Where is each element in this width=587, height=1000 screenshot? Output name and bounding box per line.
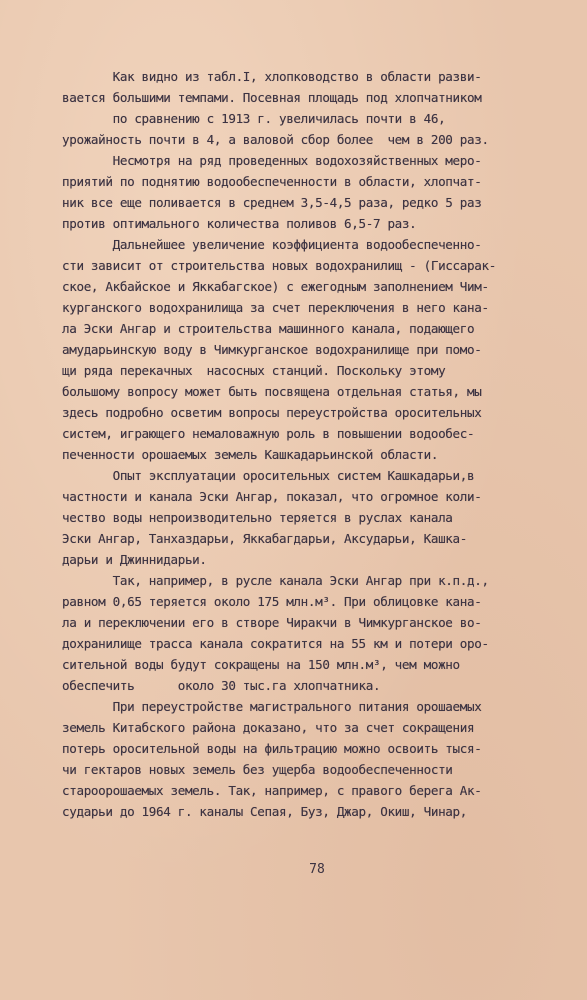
text-line: дарьи и Джиннидарьи. bbox=[62, 552, 207, 567]
text-line: потерь оросительной воды на фильтрацию можно освоить тыся- bbox=[62, 741, 482, 756]
text-line: чи гектаров новых земель без ущерба водообеспеченности bbox=[62, 762, 453, 777]
text-line: Дальнейшее увеличение коэффициента водообеспеченно- bbox=[62, 237, 482, 252]
text-line: обеспечить около 30 тыс.га хлопчатника. bbox=[62, 678, 381, 693]
text-line: курганского водохранилища за счет переключения в него кана- bbox=[62, 300, 489, 315]
text-line: систем, играющего немаловажную роль в повышении водообес- bbox=[62, 426, 475, 441]
text-line: Так, например, в русле канала Эски Ангар при к.п.д., bbox=[62, 573, 489, 588]
text-line: приятий по поднятию водообеспеченности в области, хлопчат- bbox=[62, 174, 482, 189]
text-line: ник все еще поливается в среднем 3,5-4,5 раза, редко 5 раз bbox=[62, 195, 482, 210]
text-line: сительной воды будут сокращены на 150 млн.м³, чем можно bbox=[62, 657, 460, 672]
text-line: амударьинскую воду в Чимкурганское водохранилище при помо- bbox=[62, 342, 482, 357]
text-line: сти зависит от строительства новых водохранилищ - (Гиссарак- bbox=[62, 258, 496, 273]
text-line: урожайность почти в 4, а валовой сбор более чем в 200 раз. bbox=[62, 132, 489, 147]
text-line: частности и канала Эски Ангар, показал, что огромное коли- bbox=[62, 489, 482, 504]
text-line: против оптимального количества поливов 6,5-7 раз. bbox=[62, 216, 417, 231]
text-line: по сравнению с 1913 г. увеличилась почти в 46, bbox=[62, 111, 446, 126]
text-line: чество воды непроизводительно теряется в руслах канала bbox=[62, 510, 453, 525]
text-line: ла Эски Ангар и строительства машинного канала, подающего bbox=[62, 321, 475, 336]
text-line: сударьи до 1964 г. каналы Сепая, Буз, Джар, Окиш, Чинар, bbox=[62, 804, 467, 819]
body-text bbox=[62, 66, 552, 822]
text-line: большому вопросу может быть посвящена отдельная статья, мы bbox=[62, 384, 482, 399]
text-line: Опыт эксплуатации оросительных систем Кашкадарьи,в bbox=[62, 468, 475, 483]
text-line: староорошаемых земель. Так, например, с правого берега Ак- bbox=[62, 783, 482, 798]
text-line: ское, Акбайское и Яккабагское) с ежегодным заполнением Чим- bbox=[62, 279, 489, 294]
text-line: дохранилище трасса канала сократится на 55 км и потери оро- bbox=[62, 636, 489, 651]
text-line: ла и переключении его в створе Чиракчи в Чимкурганское во- bbox=[62, 615, 482, 630]
text-line: печенности орошаемых земель Кашкадарьинской области. bbox=[62, 447, 439, 462]
text-line: Эски Ангар, Танхаздарьи, Яккабагдарьи, Аксударьи, Кашка- bbox=[62, 531, 467, 546]
text-line: здесь подробно осветим вопросы переустройства оросительных bbox=[62, 405, 482, 420]
text-line: щи ряда перекачных насосных станций. Поскольку этому bbox=[62, 363, 446, 378]
text-line: земель Китабского района доказано, что за счет сокращения bbox=[62, 720, 475, 735]
text-line: равном 0,65 теряется около 175 млн.м³. При облицовке кана- bbox=[62, 594, 482, 609]
text-line: Несмотря на ряд проведенных водохозяйственных меро- bbox=[62, 153, 482, 168]
text-line: вается большими темпами. Посевная площадь под хлопчатником bbox=[62, 90, 482, 105]
page-number: 78 bbox=[309, 862, 325, 877]
text-line: Как видно из табл.I, хлопководство в области разви- bbox=[62, 69, 482, 84]
text-line: При переустройстве магистрального питания орошаемых bbox=[62, 699, 482, 714]
